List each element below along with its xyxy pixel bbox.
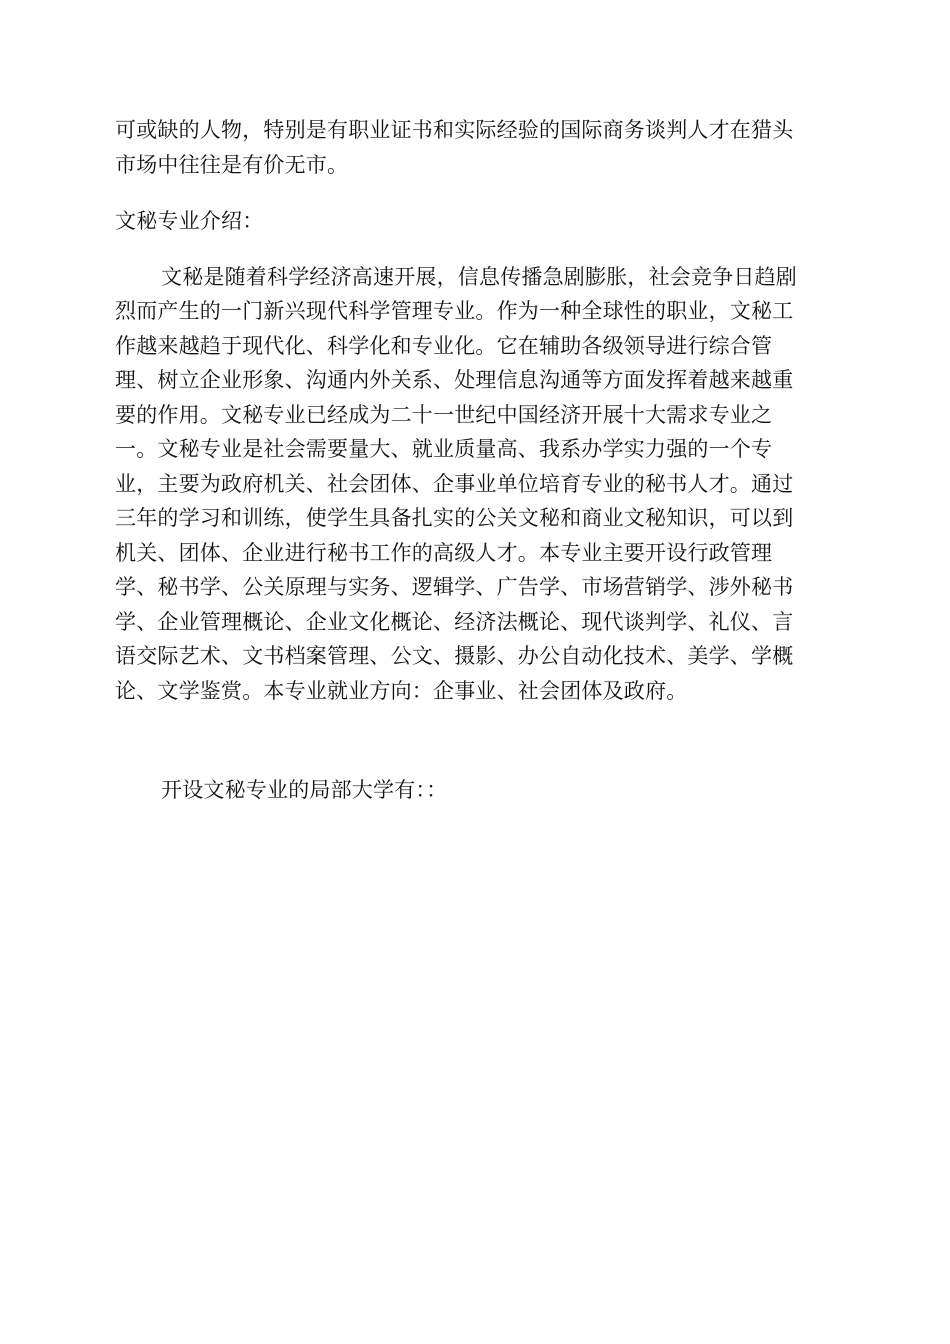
body-line-9: 机关、团体、企业进行秘书工作的高级人才。本专业主要开设行政管理 [115,541,773,565]
body-line-2: 烈而产生的一门新兴现代科学管理专业。作为一种全球性的职业，文秘工 [115,299,794,323]
body-line-6: 一。文秘专业是社会需要量大、就业质量高、我系办学实力强的一个专 [115,437,773,461]
body-line-13: 论、文学鉴赏。本专业就业方向：企事业、社会团体及政府。 [115,679,688,703]
body-line-10: 学、秘书学、公关原理与实务、逻辑学、广告学、市场营销学、涉外秘书 [115,575,794,599]
body-line-1: 文秘是随着科学经济高速开展，信息传播急剧膨胀，社会竞争日趋剧 [161,265,797,289]
intro-line-1: 可或缺的人物，特别是有职业证书和实际经验的国际商务谈判人才在猎头 [115,118,794,142]
intro-line-2: 市场中往往是有价无市。 [115,153,349,177]
closing-line: 开设文秘专业的局部大学有：： [161,778,448,802]
section-heading: 文秘专业介绍： [115,209,264,233]
body-line-4: 理、树立企业形象、沟通内外关系、处理信息沟通等方面发挥着越来越重 [115,368,794,392]
body-line-12: 语交际艺术、文书档案管理、公文、摄影、办公自动化技术、美学、学概 [115,644,794,668]
body-line-11: 学、企业管理概论、企业文化概论、经济法概论、现代谈判学、礼仪、言 [115,610,794,634]
body-line-3: 作越来越趋于现代化、科学化和专业化。它在辅助各级领导进行综合管 [115,334,773,358]
body-line-8: 三年的学习和训练，使学生具备扎实的公关文秘和商业文秘知识，可以到 [115,506,794,530]
body-line-5: 要的作用。文秘专业已经成为二十一世纪中国经济开展十大需求专业之 [115,403,773,427]
body-line-7: 业，主要为政府机关、社会团体、企事业单位培育专业的秘书人才。通过 [115,472,794,496]
